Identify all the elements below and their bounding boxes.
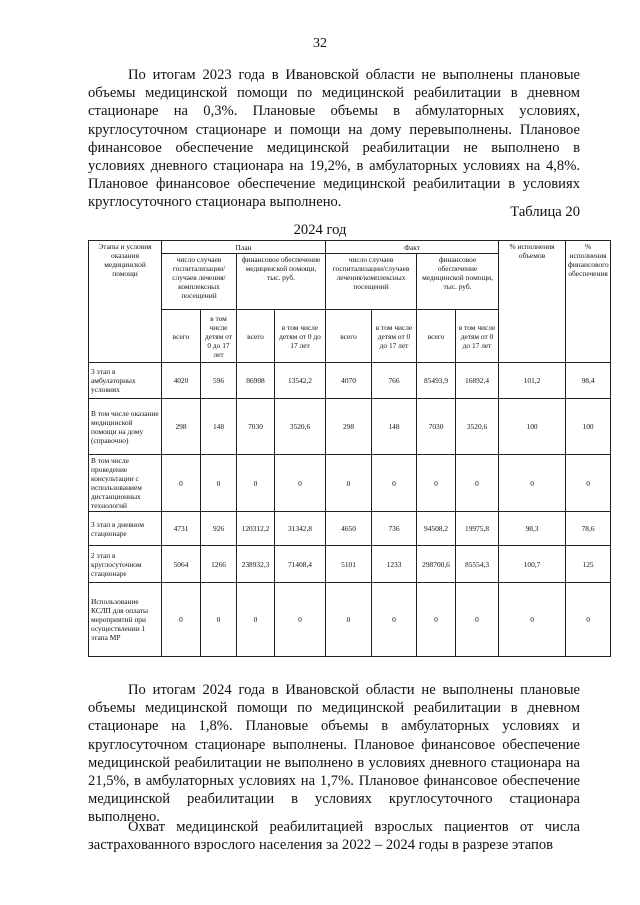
cell: 298700,6 — [417, 546, 456, 583]
header-fact: Факт — [326, 241, 499, 254]
cell: 0 — [326, 455, 372, 512]
cell: 4070 — [326, 363, 372, 399]
header-fact-cases: число случаев госпитализации/случаев лечения/комплексных посещений — [326, 254, 417, 310]
cell: 101,2 — [499, 363, 566, 399]
cell: 31342,8 — [275, 512, 326, 546]
header-plan: План — [162, 241, 326, 254]
cell: 0 — [275, 455, 326, 512]
header-plan-finance: финансовое обеспечение медицинской помощи, тыс. руб. — [237, 254, 326, 310]
cell: 298 — [162, 399, 201, 455]
cell: 0 — [201, 583, 237, 657]
cell: 71408,4 — [275, 546, 326, 583]
cell: 7030 — [237, 399, 275, 455]
cell: 0 — [275, 583, 326, 657]
table-year: 2024 год — [293, 222, 347, 238]
cell: 13542,2 — [275, 363, 326, 399]
cell: 0 — [162, 455, 201, 512]
row-label: 2 этап в круглосуточном стационаре — [89, 546, 162, 583]
cell: 0 — [417, 455, 456, 512]
cell: 4731 — [162, 512, 201, 546]
row-label: Использование КСЛП для оплаты мероприятий при осуществлении 1 этапа МР — [89, 583, 162, 657]
page-number: 32 — [313, 36, 327, 51]
cell: 1266 — [201, 546, 237, 583]
cell: 148 — [201, 399, 237, 455]
cell: 4020 — [162, 363, 201, 399]
header-fact-finance: финансовое обеспечение медицинской помощи, тыс. руб. — [417, 254, 499, 310]
row-label: В том числе проведение консультации с использованием дистанционных технологий — [89, 455, 162, 512]
cell: 148 — [372, 399, 417, 455]
cell: 736 — [372, 512, 417, 546]
cell: 0 — [566, 455, 611, 512]
cell: 100,7 — [499, 546, 566, 583]
cell: 0 — [237, 455, 275, 512]
header-fact-finance-children: в том числе детям от 0 до 17 лет — [456, 310, 499, 363]
cell: 0 — [456, 455, 499, 512]
cell: 0 — [201, 455, 237, 512]
cell: 0 — [499, 455, 566, 512]
cell: 238932,3 — [237, 546, 275, 583]
paragraph-2024-summary — [88, 681, 580, 827]
table-row — [89, 512, 611, 546]
cell: 4650 — [326, 512, 372, 546]
rehabilitation-table — [88, 240, 611, 657]
paragraph-2024-text: По итогам 2024 года в Ивановской области не выполнены плановые объемы медицинской помощи по медицинской реабилитации в дневном стационаре на 1,8%. Плановые объемы в амбулаторных условиях и круглосуточном стационаре выполнены. Плановое финансовое обеспечение медицинской реабилитации не выполнено в условиях дневного стационара на 21,5%, в амбулаторных условиях на 1,7%. Плановое финансовое обеспечение медицинской реабилитации в условиях круглосуточного стационара выполнено. — [88, 682, 580, 826]
cell: 0 — [417, 583, 456, 657]
cell: 94508,2 — [417, 512, 456, 546]
header-stage: Этапы и условия оказания медицинской помощи — [89, 241, 162, 363]
cell: 78,6 — [566, 512, 611, 546]
cell: 596 — [201, 363, 237, 399]
header-fact-cases-children: в том числе детям от 0 до 17 лет — [372, 310, 417, 363]
header-plan-finance-children: в том числе детям от 0 до 17 лет — [275, 310, 326, 363]
cell: 766 — [372, 363, 417, 399]
cell: 125 — [566, 546, 611, 583]
header-fact-finance-total: всего — [417, 310, 456, 363]
cell: 98,3 — [499, 512, 566, 546]
cell: 85493,9 — [417, 363, 456, 399]
header-pct-finance: % исполнения финансового обеспечения — [566, 241, 611, 363]
header-plan-cases-total: всего — [162, 310, 201, 363]
header-plan-cases: число случаев госпитализации/случаев лечения/комплексных посещений — [162, 254, 237, 310]
cell: 0 — [326, 583, 372, 657]
cell: 3520,6 — [456, 399, 499, 455]
cell: 16892,4 — [456, 363, 499, 399]
cell: 86908 — [237, 363, 275, 399]
cell: 3520,6 — [275, 399, 326, 455]
header-fact-cases-total: всего — [326, 310, 372, 363]
row-label: 3 этап в дневном стационаре — [89, 512, 162, 546]
cell: 100 — [566, 399, 611, 455]
cell: 120312,2 — [237, 512, 275, 546]
header-plan-cases-children: в том числе детям от 0 до 17 лет — [201, 310, 237, 363]
cell: 0 — [162, 583, 201, 657]
cell: 0 — [372, 583, 417, 657]
header-pct-volume: % исполнения объемов — [499, 241, 566, 363]
cell: 5064 — [162, 546, 201, 583]
cell: 19975,8 — [456, 512, 499, 546]
paragraph-2023-text: По итогам 2023 года в Ивановской области не выполнены плановые объемы медицинской помощи по медицинской реабилитации в дневном стационаре на 0,3%. Плановые объемы в абмулаторных условиях, круглосуточном стационаре и помощи на дому перевыполнены. Плановое финансовое обеспечение медицинской реабилитации не выполнено в условиях дневного стационара на 19,2%, в амбулаторных условиях на 4,8%. Плановое финансовое обеспечение медицинской реабилитации в условиях круглосуточного стационара выполнено. — [88, 67, 580, 211]
cell: 0 — [566, 583, 611, 657]
paragraph-2023-summary — [88, 66, 580, 212]
row-label: В том числе оказание медицинской помощи на дому (справочно) — [89, 399, 162, 455]
cell: 100 — [499, 399, 566, 455]
table-row — [89, 399, 611, 455]
cell: 0 — [456, 583, 499, 657]
cell: 5101 — [326, 546, 372, 583]
cell: 926 — [201, 512, 237, 546]
cell: 85554,3 — [456, 546, 499, 583]
cell: 0 — [499, 583, 566, 657]
table-row — [89, 583, 611, 657]
header-plan-finance-total: всего — [237, 310, 275, 363]
cell: 0 — [237, 583, 275, 657]
table-row — [89, 455, 611, 512]
row-label: 3 этап в амбулаторных условиях — [89, 363, 162, 399]
paragraph-coverage-text: Охват медицинской реабилитацией взрослых пациентов от числа застрахованного взрослого населения за 2022 – 2024 годы в разрезе этапов — [88, 819, 580, 854]
paragraph-coverage — [88, 818, 580, 854]
cell: 98,4 — [566, 363, 611, 399]
cell: 298 — [326, 399, 372, 455]
cell: 0 — [372, 455, 417, 512]
table-caption: Таблица 20 — [510, 204, 580, 220]
cell: 1233 — [372, 546, 417, 583]
table-row — [89, 546, 611, 583]
cell: 7030 — [417, 399, 456, 455]
table-row — [89, 363, 611, 399]
